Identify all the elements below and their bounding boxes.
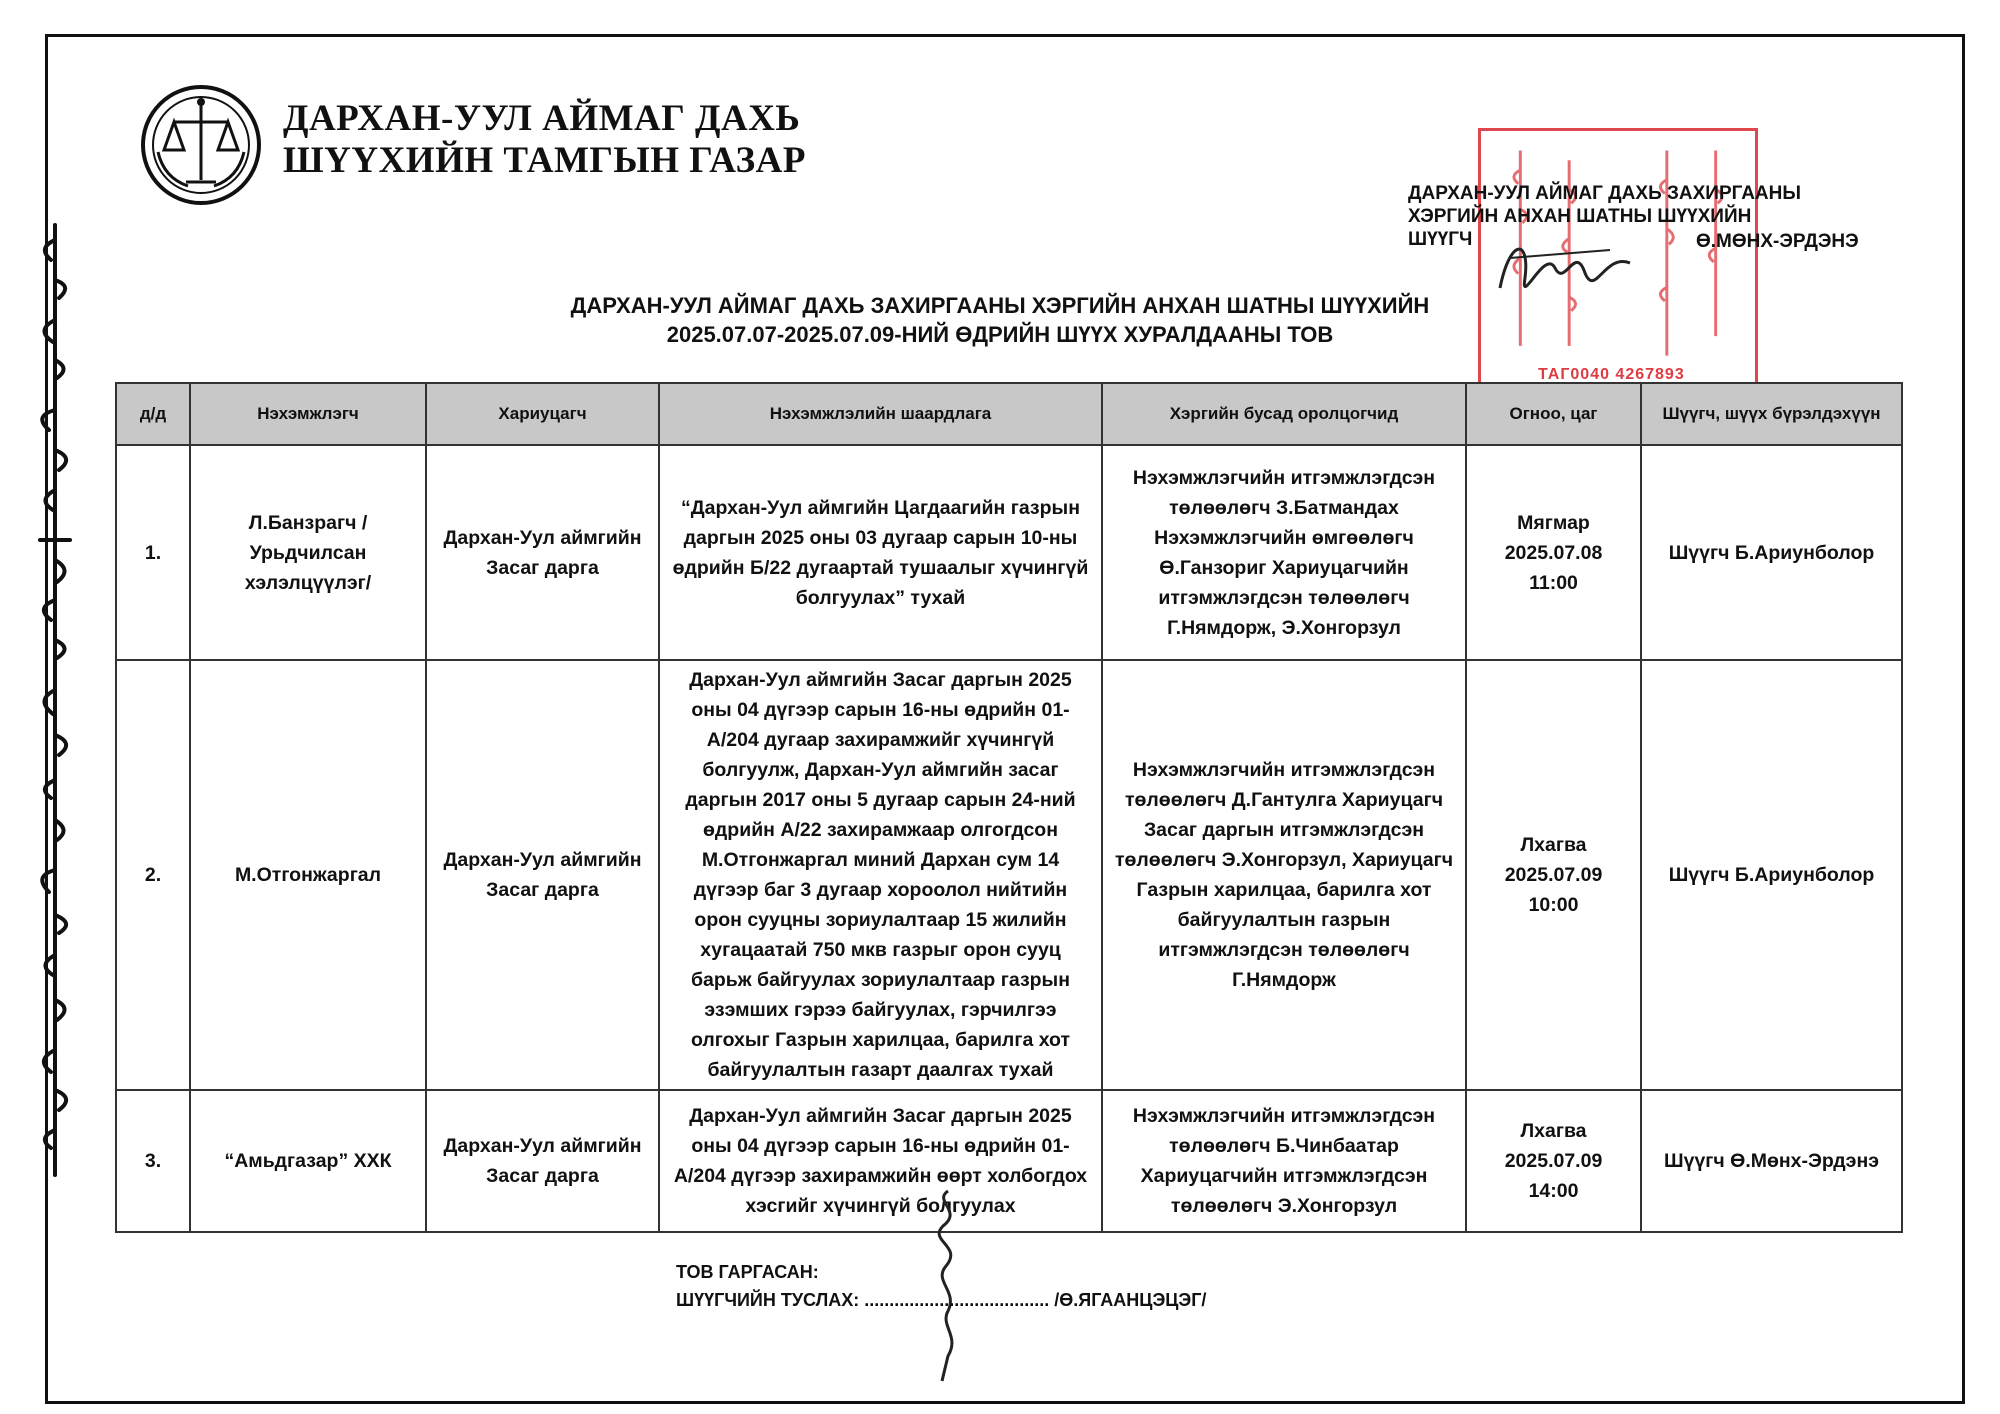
row-plaintiff: Л.Банзрагч /Урьдчилсан хэлэлцүүлэг/ [190,445,426,660]
row-datetime [1466,445,1641,660]
header-plaintiff: Нэхэмжлэгч [190,383,426,445]
court-scales-emblem-icon [138,82,264,208]
row-participants: Нэхэмжлэгчийн итгэмжлэгдсэн төлөөлөгч Б.Чинбаатар Хариуцагчийн итгэмжлэгдсэн төлөөлөгч Э.Хонгорзул [1102,1090,1466,1232]
row-judge: Шүүгч Ө.Мөнх-Эрдэнэ [1641,1090,1902,1232]
prepared-by-block [676,1258,1206,1314]
row-time: 11:00 [1529,571,1578,594]
document-title [0,291,2000,349]
document-title-line1: ДАРХАН-УУЛ АЙМАГ ДАХЬ ЗАХИРГААНЫ ХЭРГИЙН АНХАН ШАТНЫ ШҮҮХИЙН [570,293,1430,318]
hearing-schedule-table [115,382,1903,1233]
vertical-mongolian-script [20,220,90,1180]
row-datetime [1466,1090,1641,1232]
org-name-line2: ШҮҮХИЙН ТАМГЫН ГАЗАР [283,140,806,181]
row-number: 1. [116,445,190,660]
document-title-line2: 2025.07.07-2025.07.09-НИЙ ӨДРИЙН ШҮҮХ ХУРАЛДААНЫ ТОВ [666,322,1334,347]
row-time: 14:00 [1528,1180,1579,1202]
row-number: 2. [116,660,190,1090]
row-day: Мягмар [1517,511,1590,534]
row-day: Лхагва [1520,834,1587,856]
row-date: 2025.07.08 [1504,541,1603,564]
table-row [116,445,1902,660]
row-judge: Шүүгч Б.Ариунболор [1641,660,1902,1090]
row-day: Лхагва [1520,1120,1587,1142]
approval-line1: ДАРХАН-УУЛ АЙМАГ ДАХЬ ЗАХИРГААНЫ [1408,183,1801,204]
row-defendant: Дархан-Уул аймгийн Засаг дарга [426,445,659,660]
header-participants: Хэргийн бусад оролцогчид [1102,383,1466,445]
row-defendant: Дархан-Уул аймгийн Засаг дарга [426,1090,659,1232]
row-date: 2025.07.09 [1504,864,1603,886]
signature-dots: ..................................... [864,1290,1050,1310]
stamp-code: ТАГ0040 4267893 [1538,366,1685,383]
header-defendant: Хариуцагч [426,383,659,445]
row-judge: Шүүгч Б.Ариунболор [1641,445,1902,660]
row-number: 3. [116,1090,190,1232]
row-datetime [1466,660,1641,1090]
table-header-row [116,383,1902,445]
row-claim: Дархан-Уул аймгийн Засаг даргын 2025 оны 04 дүгээр сарын 16-ны өдрийн 01-А/204 дугаар захирамжийг хүчингүй болгуулж, Дархан-Уул аймгийн засаг даргын 2017 оны 5 дугаар сарын 24-ний өдрийн А/22 захирамжаар олгогдсон М.Отгонжаргал миний Дархан сум 14 дүгээр баг 3 дугаар хороолол нийтийн орон сууцны зориулалтаар 15 жилийн хугацаатай 750 мкв газрыг орон сууц барьж байгуулах зориулалтаар газрын эзэмших гэрээ байгуулах, гэрчилгээ олгохыг Газрын харилцаа, барилга хот байгуулалтын газарт даалгах тухай [659,660,1102,1090]
approval-line2: ХЭРГИЙН АНХАН ШАТНЫ ШҮҮХИЙН [1408,206,1752,227]
row-time: 10:00 [1528,894,1579,916]
row-defendant: Дархан-Уул аймгийн Засаг дарга [426,660,659,1090]
assistant-name: /Ө.ЯГААНЦЭЦЭГ/ [1054,1290,1207,1310]
org-name [283,98,806,182]
table-row [116,1090,1902,1232]
row-claim: “Дархан-Уул аймгийн Цагдаагийн газрын даргын 2025 оны 03 дугаар сарын 10-ны өдрийн Б/22 дугаартай тушаалыг хүчингүй болгуулах” тухай [659,445,1102,660]
row-claim: Дархан-Уул аймгийн Засаг даргын 2025 оны 04 дүгээр сарын 16-ны өдрийн 01-А/204 дүгээр захирамжийн өөрт холбогдох хэсгийг хүчингүй болгуулах [659,1090,1102,1232]
header-no: д/д [116,383,190,445]
org-name-line1: ДАРХАН-УУЛ АЙМАГ ДАХЬ [283,98,801,139]
prepared-label: ТОВ ГАРГАСАН: [676,1262,819,1282]
header-datetime: Огноо, цаг [1466,383,1641,445]
approving-judge-name: Ө.МӨНХ-ЭРДЭНЭ [1696,231,1859,252]
row-participants: Нэхэмжлэгчийн итгэмжлэгдсэн төлөөлөгч Д.Гантулга Хариуцагч Засаг даргын итгэмжлэгдсэн төлөөлөгч Э.Хонгорзул, Хариуцагч Газрын харилцаа, барилга хот байгуулалтын газрын итгэмжлэгдсэн төлөөлөгч Г.Нямдорж [1102,660,1466,1090]
table-row [116,660,1902,1090]
approval-line3: ШҮҮГЧ [1408,229,1473,250]
row-date: 2025.07.09 [1504,1150,1603,1172]
mongolian-script-graphic [20,220,90,1180]
header-claim: Нэхэмжлэлийн шаардлага [659,383,1102,445]
row-plaintiff: “Амьдгазар” ХХК [190,1090,426,1232]
assistant-label: ШҮҮГЧИЙН ТУСЛАХ: [676,1290,860,1310]
row-participants: Нэхэмжлэгчийн итгэмжлэгдсэн төлөөлөгч З.Батмандах Нэхэмжлэгчийн өмгөөлөгч Ө.Ганзориг Хариуцагчийн итгэмжлэгдсэн төлөөлөгч Г.Нямдорж, Э.Хонгорзул [1102,445,1466,660]
header-judge: Шүүгч, шүүх бүрэлдэхүүн [1641,383,1902,445]
assistant-line [676,1286,1206,1314]
row-plaintiff: М.Отгонжаргал [190,660,426,1090]
